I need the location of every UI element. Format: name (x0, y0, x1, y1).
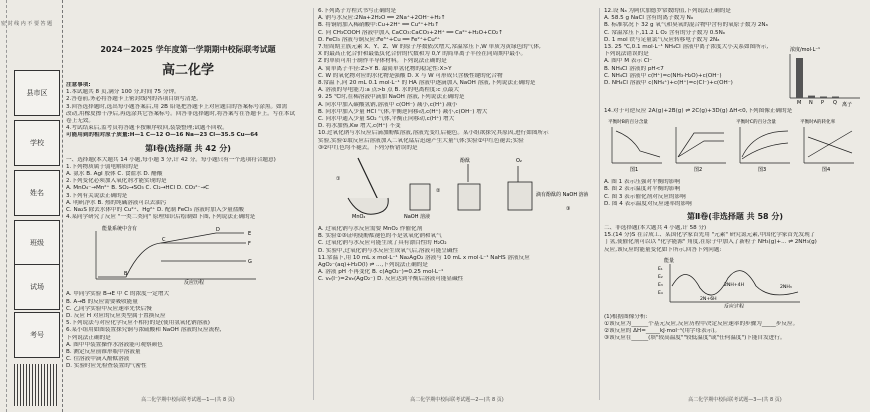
question-line: C. 过氧化钠与水反应可能生成了具有漂白性的 H₂O₂ (318, 240, 447, 247)
fig-label: G (248, 259, 252, 266)
question-line: 3.下列有关说法正确的是 (66, 192, 128, 199)
bar (820, 97, 827, 99)
question-line: B. A→B 的反应需要吸收能量 (66, 298, 138, 305)
bar-category-label: M (797, 100, 802, 107)
energy-label: 2NH+4H (724, 282, 745, 288)
q13-text (604, 44, 774, 87)
question-line: A. 明矾净水 B. 热的纯碱溶液可以去油污 (66, 199, 167, 206)
question-line: 实验,实验①取反应后溶液加入二氧化锰后迅速产生大量气体;实验②中红色褪去;实验 (318, 137, 524, 144)
bar-ylabel: 浓度/mol·L⁻¹ (790, 47, 821, 54)
question-line: D. 实验中,过氧化钠与水反应生成氧气后,溶液可能呈碱性 (318, 247, 459, 254)
question-line: AgO₂⁻(aq)+H₂O(l) ⇌ ...,下列说法正确的是 (318, 262, 428, 269)
q13-block (604, 44, 866, 108)
question-line: 10.过氧化钠与水反应后滴加酚酞溶液,溶液先变红后褪色。某小组欲探究其原因,进行如图所示 (318, 130, 549, 137)
fig-label-naoh: NaOH 溶液 (404, 214, 431, 221)
question-line: C. 乙同学实验中反应速率先快后慢 (66, 305, 152, 312)
graph-label: 图4 (822, 167, 831, 174)
cut-line (6, 0, 7, 412)
q14-graphs (604, 117, 866, 177)
note-line: 4.考试结束后,监考员将答题卡按顺序收回,装袋整理;试题不回收。 (66, 125, 228, 132)
question-line: D. 实验时应先检查装置的气密性 (66, 363, 147, 370)
energy-label: E₄ (658, 290, 663, 296)
question-line: D. FeCl₃ 溶液与铜反应:Fe³⁺+Cu ══ Fe²⁺+Cu²⁺ (318, 36, 441, 43)
question-line: 7.短周期主族元素 X、Y、Z、W 的原子序数依次增大,常温常压下,W 单质为黄绿色的气体, (318, 44, 541, 51)
question-line: A. 溶液的导电能力:a 点>b 点 B. 水的电离程度:c 点最大 (318, 87, 459, 94)
fig-label: B (124, 271, 128, 278)
question-line: C. 常温常压下,11.2 L O₂ 含有的分子数为 0.5Nₐ (604, 29, 725, 36)
energy-label: E₂ (658, 274, 663, 280)
question-line: B. 将铜屑加入稀硝酸中:Cu+2H⁺ ══ Cu²⁺+H₂↑ (318, 22, 440, 29)
question-line: D. 图 4 表示温度对反应速率的影响 (604, 200, 692, 207)
question-line: 下列说法正确的是 (66, 334, 111, 341)
question-line: A. 溶液 pH 不再变化 B. c(AgO₂⁻)=0.25 mol·L⁻¹ (318, 269, 444, 276)
question-line: 14.对于可逆反应 2A(g)+2B(g) ⇌ 2C(g)+3D(g) ΔH<0,下列图像正确的是 (604, 108, 793, 115)
part-1-title: 第Ⅰ卷(选择题 共 42 分) (145, 143, 231, 153)
question-line: B. 实验②③证明使酚酞褪色的不是氢氧化钠和氧气 (318, 233, 442, 240)
fig-label-phenolphthalein: 酚酞 (460, 158, 471, 165)
atomic-mass-line: 可能用到的相对原子质量:H—1 C—12 O—16 Na—23 Cl—35.5 Cu—64 (66, 132, 259, 139)
question-line: ③该反应在______(填"较高温度""较低温度"或"任何温度")下能自发进行。 (604, 335, 786, 342)
energy-ylabel: 能量 (664, 257, 675, 264)
question-line: 4.某同学研究了反应 "一类二类同" 原理知识后绘制如下图,下列说法正确的是 (66, 214, 256, 221)
cut-line-text: 密 封 线 内 不 要 答 题 (1, 21, 53, 27)
question-line: C. 向水中通入少量 SO₂ 气体,平衡正向移动,c(H⁺) 增大 (318, 116, 455, 123)
question-line: Z 的单质可用于制作半导体材料。下列说法正确的是 (318, 58, 447, 65)
fig-q4-xlabel: 反应历程 (184, 280, 205, 286)
question-line: A. 向水中加入碳酸氢钠,溶液中 c(OH⁻) 减小,c(H⁺) 减小 (318, 101, 458, 108)
question-line: C. W 的氧化物对应的水化物是强酸 D. X 与 W 可形成只含极性键的化合物 (318, 72, 503, 79)
question-line: 2.下列变化必须加入氧化剂才能实现的是 (66, 178, 167, 185)
page-footer: 高二化学期中校际联考试题—2—(共 8 页) (410, 397, 504, 403)
page-footer: 高二化学期中校际联考试题—1—(共 8 页) (141, 397, 235, 403)
question-line: 6.下列离子方程式书写正确的是 (318, 8, 397, 14)
field-name[interactable]: 姓名 (14, 170, 60, 216)
question-line: A. 图中 M 表示 Cl⁻ (604, 58, 653, 65)
question-line: C. Na₂S 除去水体中的 Cu²⁺、Hg²⁺ D. 配制 FeCl₃ 溶液时加入少量盐酸 (66, 207, 244, 214)
question-line: 13. 25 ℃,0.1 mol·L⁻¹ NH₄Cl 溶液中离子浓度大小关系如图所示, (604, 44, 769, 51)
page-2 (318, 8, 596, 406)
field-school[interactable]: 学校 (14, 120, 60, 166)
question-line: 9. 25 ℃时,在稀溶液中滴加 NaOH 溶液,下列说法正确的是 (318, 94, 465, 101)
question-line: C. 向 CH₃COOH 溶液中加入 CaCO₃:CaCO₃+2H⁺ ══ Ca²⁺+H₂O+CO₂↑ (318, 29, 503, 36)
question-line: ③②中红色均不褪去。下列分析错误的是 (318, 144, 418, 151)
question-line: C. vₑ(I⁻)=2vₑ(AgO₂⁻) D. 反应达到平衡后溶液可能显碱性 (318, 276, 464, 283)
question-line: ②该反应的 ΔH=_____kJ·mol⁻¹(用字母表示)。 (604, 328, 721, 335)
fig-label-num-3: ③ (566, 206, 571, 213)
bar (832, 97, 839, 99)
question-line: 15.(14 分)S 在合成工、某国化学家首先用 "元素" 研究氮元素,中国化学家首先发现了 (604, 232, 816, 239)
part-2-title: 第Ⅱ卷(非选择题 共 58 分) (686, 212, 784, 222)
question-line: ①该反应为______个基元反应,反应历程中决定反应速率的步骤为_____步反应。 (604, 321, 799, 328)
question-line: 反应,该反应的能量变化如下所示,回答下列问题: (604, 246, 722, 253)
field-exam-number[interactable]: 考号 (14, 312, 60, 358)
question-line: B. 测定反应前锥形瓶中溶液量 (66, 349, 141, 356)
question-line: 1.下列物质属于弱电解质的是 (66, 163, 139, 170)
energy-label: 2N+6H (700, 296, 717, 302)
question-line: B. 标准状况下 32 g 氧气和臭氧的混合物中含有的氧原子数为 2Nₐ (604, 22, 768, 29)
bar-category-label: N (809, 100, 813, 107)
energy-label: E₃ (658, 282, 663, 288)
note-line: 2.答卷前,务必将答题卡上密封线内的各项目填写清楚。 (66, 96, 202, 103)
energy-label: 2NH₃ (780, 284, 792, 290)
graph-label: 图1 (630, 167, 639, 174)
page-1 (66, 8, 310, 406)
barcode-strip (14, 364, 58, 406)
question-line: D. NH₄Cl 溶液中 c(NH₄⁺)+c(H⁺)=c(Cl⁻)+c(OH⁻) (604, 80, 733, 87)
field-county[interactable]: 县市区 (14, 70, 60, 116)
question-line: A. 简单离子半径:Z>Y B. 最简单氢化物的稳定性:X>Y (318, 65, 452, 72)
column-divider (599, 8, 600, 400)
question-line: (1)根据图像分析: (604, 313, 648, 320)
question-line: C. 图 3 表示催化剂对反应的影响 (604, 193, 686, 200)
fig-label: C (162, 237, 166, 244)
fig-label-o2: O₂ (516, 158, 522, 165)
figure-q4 (66, 223, 310, 289)
fig-label-mno2: MnO₂ (352, 214, 366, 221)
fig-q4-title: 能量系统中含有 (102, 226, 138, 233)
q15-energy-diagram (604, 256, 866, 312)
question-line: 下列说法错误的是 (604, 51, 649, 58)
graph-label: 图3 (758, 167, 767, 174)
note-line: 卷上无效。 (66, 118, 94, 125)
fig-label: D (216, 227, 220, 234)
fig-label-solution: 滴有酚酞的 NaOH 溶液 (536, 192, 588, 199)
question-line: B. 图 2 表示温度对平衡的影响 (604, 186, 681, 193)
question-line: B. 向水中加入少量 HCl 气体,平衡逆向移动,c(H⁺) 减小,c(OH⁻) 增大 (318, 108, 488, 115)
question-line: A. 过氧化钠与水反应需要 MnO₂ 作催化剂 (318, 226, 423, 233)
graph-title: 平衡时C的百分含量 (736, 120, 776, 126)
q13-bar-chart (780, 44, 864, 108)
bar-category-label: P (821, 100, 825, 107)
question-line: 5.下列说法与对应化学反应不相符的是(使用氢氧化钠溶液) (66, 320, 210, 327)
question-line: 一、选择题(本大题共 14 小题,每小题 3 分,计 42 分。每小题只有一个选项符合题意) (66, 156, 276, 163)
graph-title: 平衡时A的转化率 (800, 120, 836, 126)
fig-label: E (248, 231, 252, 238)
note-line: 1.本试题共 8 页,满分 100 分,时间 75 分钟。 (66, 89, 180, 96)
graph-label: 图2 (694, 167, 703, 174)
field-exam-room[interactable]: 试场 (14, 264, 60, 310)
question-line: D. 将水加热,Kw 增大,c(H⁺) 不变 (318, 123, 401, 130)
question-line: 二、非选择题(本大题共 4 小题,计 58 分) (604, 225, 707, 232)
binding-margin (0, 0, 63, 412)
column-divider (313, 8, 314, 400)
question-line: A. MnO₄⁻→Mn²⁺ B. SO₂→SO₃ C. Cl₂→HCl D. CO₃²⁻→C (66, 185, 210, 192)
notes-title: 注意事项: (66, 82, 91, 88)
question-line: 8.常温下,向 20 mL 0.1 mol·L⁻¹ 的 HA 溶液中逐滴加入 NaOH 溶液,下列说法正确的是 (318, 80, 536, 87)
question-line: C. 往溶液中滴入酚酞溶液 (66, 356, 130, 363)
question-line: 6.某小组用如图装置探究铜与浓硫酸和 NaOH 溶液的反应流程, (66, 327, 222, 334)
question-line: 11.常温下,用 10 mL x mol·L⁻¹ Na₂AgO₂ 溶液与 10 mL x mol·L⁻¹ NaHS 溶液反应 (318, 254, 530, 261)
question-line: A. 图中甲装置操作水溶液能可观察颜色 (66, 341, 163, 348)
question-line: A. 58.5 g NaCl 含有的离子数为 Nₐ (604, 15, 694, 22)
energy-label: E₁ (658, 266, 663, 272)
question-line: A. 甲同学实验 B→E 中 C 的浓度一定增大 (66, 291, 170, 298)
bar (808, 96, 815, 98)
page-footer: 高二化学期中校际联考试题—3—(共 8 页) (688, 397, 782, 403)
fig-label-num-1: ① (336, 176, 341, 183)
question-line: D. 反应 H 对应的反应类型属于置换反应 (66, 313, 166, 320)
question-line: 12.设 Nₐ 为阿伏加德罗常数的值,下列说法正确的是 (604, 8, 731, 14)
note-line: 改动,用橡皮擦干净后,再选涂其它答案标号。回答非选择题时,将答案写在答题卡上。写在本试 (66, 110, 296, 117)
fig-label-num-2: ② (436, 188, 441, 195)
question-line: A. 图 1 表示压强对平衡的影响 (604, 179, 680, 186)
bar (796, 58, 803, 98)
fig-label: F (248, 241, 251, 248)
question-line: X 的最高正化合价和最低负化合价的代数和为 0,Y 的简单离子半径在同周期中最小。 (318, 51, 527, 58)
question-line: D. 1 mol 铁与足量氯气反应转移电子数为 2Nₐ (604, 36, 720, 43)
figure-q10-apparatus (318, 154, 596, 224)
question-line: B. NH₄Cl 溶液的 pH<7 (604, 65, 664, 72)
bar-xlabel: 离子 (842, 102, 853, 109)
exam-title: 2024－2025 学年度第一学期期中校际联考试题 (100, 45, 276, 54)
graph-title: 平衡时B的百分含量 (608, 120, 648, 126)
page-3 (604, 8, 866, 406)
note-line: 3.回答选择题时,选出每小题答案后,用 2B 铅笔把答题卡上对应题目的答案标号涂黑。如需 (66, 103, 288, 110)
question-line: 丁氢,使催化剂可以以 "化学能源" 角度,在原子中加入了新粒子 NH₃(g)+... ⇌ 2NH₃(g) (604, 239, 817, 246)
subject-title: 高二化学 (161, 63, 214, 78)
field-class[interactable]: 班级 (14, 220, 60, 266)
question-line: A. 钠与水反应:2Na+2H₂O ══ 2Na⁺+2OH⁻+H₂↑ (318, 15, 446, 22)
question-line: C. NH₄Cl 溶液中 c(H⁺)=c(NH₃·H₂O)+c(OH⁻) (604, 72, 722, 79)
question-line: A. 氨水 B. AgI 胶体 C. 食盐水 D. 醋酸 (66, 171, 163, 178)
bar-category-label: Q (833, 100, 837, 107)
energy-xlabel: 反应过程 (724, 303, 745, 308)
